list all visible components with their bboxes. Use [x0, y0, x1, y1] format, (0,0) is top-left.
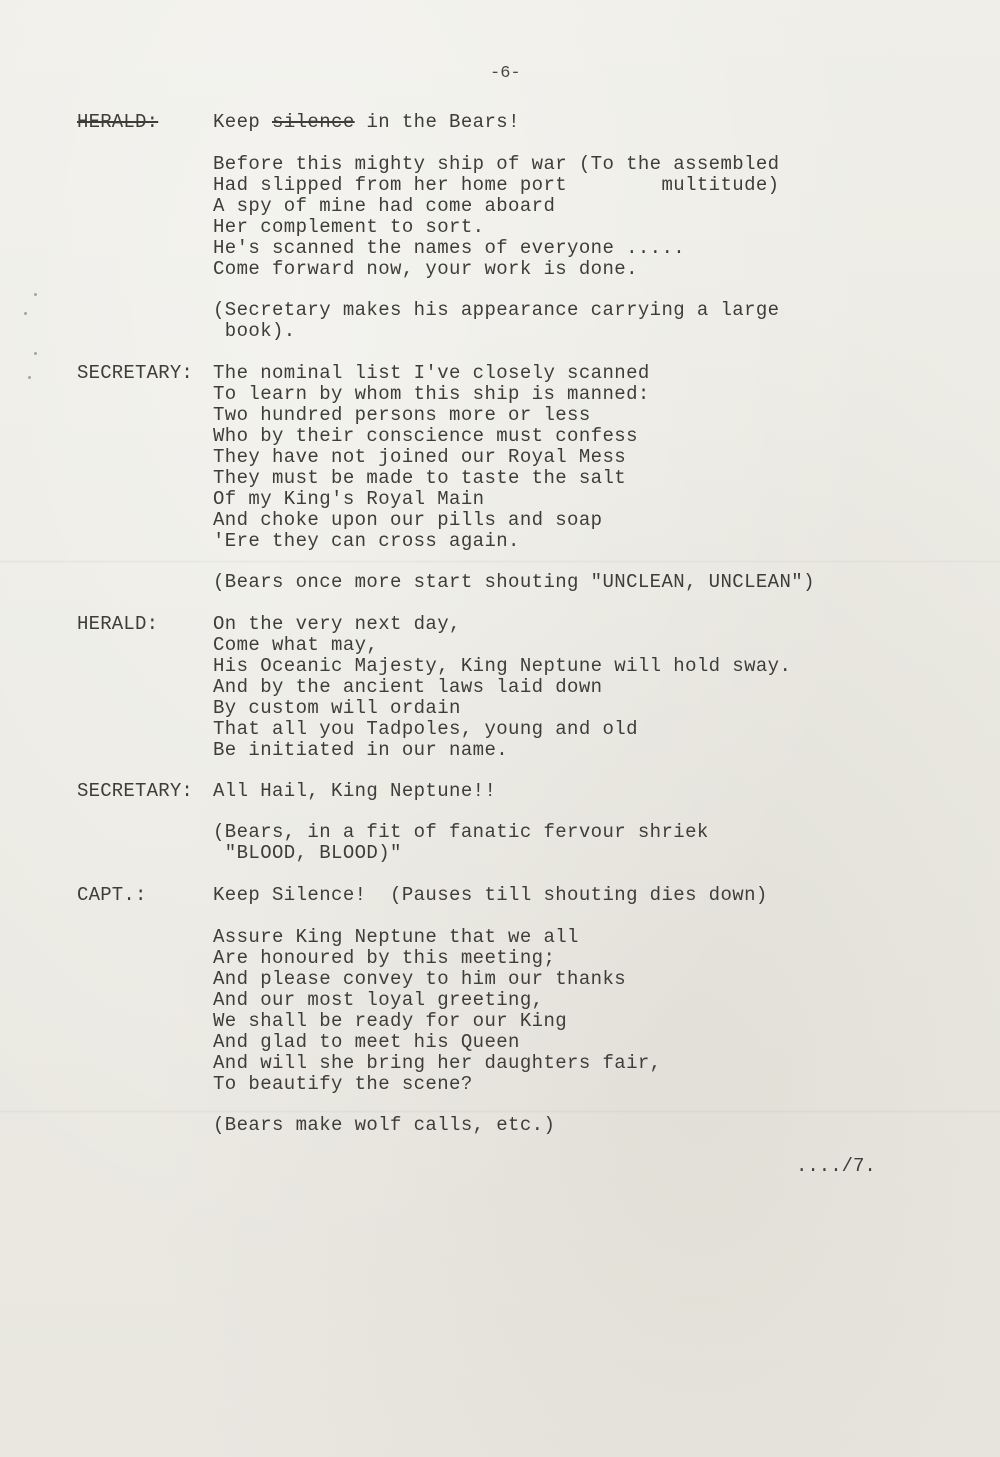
verse-line: The nominal list I've closely scanned — [213, 362, 650, 384]
verse-line: They have not joined our Royal Mess — [213, 446, 627, 468]
verse-line: Be initiated in our name. — [213, 739, 509, 761]
verse-line: His Oceanic Majesty, King Neptune will hold sway. — [213, 655, 792, 677]
verse-line: To learn by whom this ship is manned: — [213, 383, 650, 405]
stage-direction: book). — [213, 320, 296, 342]
verse-line: And glad to meet his Queen — [213, 1031, 520, 1053]
verse-line: We shall be ready for our King — [213, 1010, 568, 1032]
paper-speck — [34, 352, 37, 355]
verse-line: Who by their conscience must confess — [213, 425, 638, 447]
verse-line: Before this mighty ship of war (To the assembled — [213, 153, 780, 175]
page-number: -6- — [490, 64, 521, 83]
verse-line: And please convey to him our thanks — [213, 968, 627, 990]
verse-line: Come what may, — [213, 634, 379, 656]
speaker-herald: HERALD: — [77, 613, 159, 635]
verse-line: Assure King Neptune that we all — [213, 926, 579, 948]
verse-line: By custom will ordain — [213, 697, 461, 719]
verse-line: Come forward now, your work is done. — [213, 258, 638, 280]
paper-speck — [34, 293, 37, 296]
verse-line: Her complement to sort. — [213, 216, 485, 238]
verse-line: Two hundred persons more or less — [213, 404, 591, 426]
verse-line: And choke upon our pills and soap — [213, 509, 603, 531]
verse-line: He's scanned the names of everyone ..... — [213, 237, 686, 259]
dialogue-line: Keep silence in the Bears! — [213, 111, 520, 133]
verse-line: A spy of mine had come aboard — [213, 195, 556, 217]
stage-direction: (Bears make wolf calls, etc.) — [213, 1114, 556, 1136]
verse-line: Are honoured by this meeting; — [213, 947, 556, 969]
verse-line: On the very next day, — [213, 613, 461, 635]
speaker-herald: HERALD: — [77, 111, 159, 133]
verse-line: And by the ancient laws laid down — [213, 676, 603, 698]
stage-direction: "BLOOD, BLOOD)" — [213, 842, 402, 864]
paper-fold — [0, 1110, 1000, 1113]
verse-line: That all you Tadpoles, young and old — [213, 718, 638, 740]
dialogue-line: Keep Silence! (Pauses till shouting dies down) — [213, 884, 768, 906]
stage-direction: (Bears once more start shouting "UNCLEAN, UNCLEAN") — [213, 571, 815, 593]
verse-line: And will she bring her daughters fair, — [213, 1052, 662, 1074]
continuation-marker: ..../7. — [796, 1155, 876, 1177]
struck-word: silence — [272, 111, 355, 133]
speaker-secretary: SECRETARY: — [77, 780, 194, 802]
speaker-secretary: SECRETARY: — [77, 362, 194, 384]
verse-line: They must be made to taste the salt — [213, 467, 627, 489]
verse-line: And our most loyal greeting, — [213, 989, 544, 1011]
stage-direction: (Bears, in a fit of fanatic fervour shriek — [213, 821, 709, 843]
speaker-captain: CAPT.: — [77, 884, 147, 906]
paper-fold — [0, 560, 1000, 563]
verse-line: Of my King's Royal Main — [213, 488, 485, 510]
paper-speck — [28, 376, 31, 379]
verse-line: To beautify the scene? — [213, 1073, 473, 1095]
verse-line: 'Ere they can cross again. — [213, 530, 520, 552]
stage-direction: (Secretary makes his appearance carrying a large — [213, 299, 780, 321]
verse-line: All Hail, King Neptune!! — [213, 780, 497, 802]
paper-speck — [24, 312, 27, 315]
verse-line: Had slipped from her home port multitude) — [213, 174, 780, 196]
